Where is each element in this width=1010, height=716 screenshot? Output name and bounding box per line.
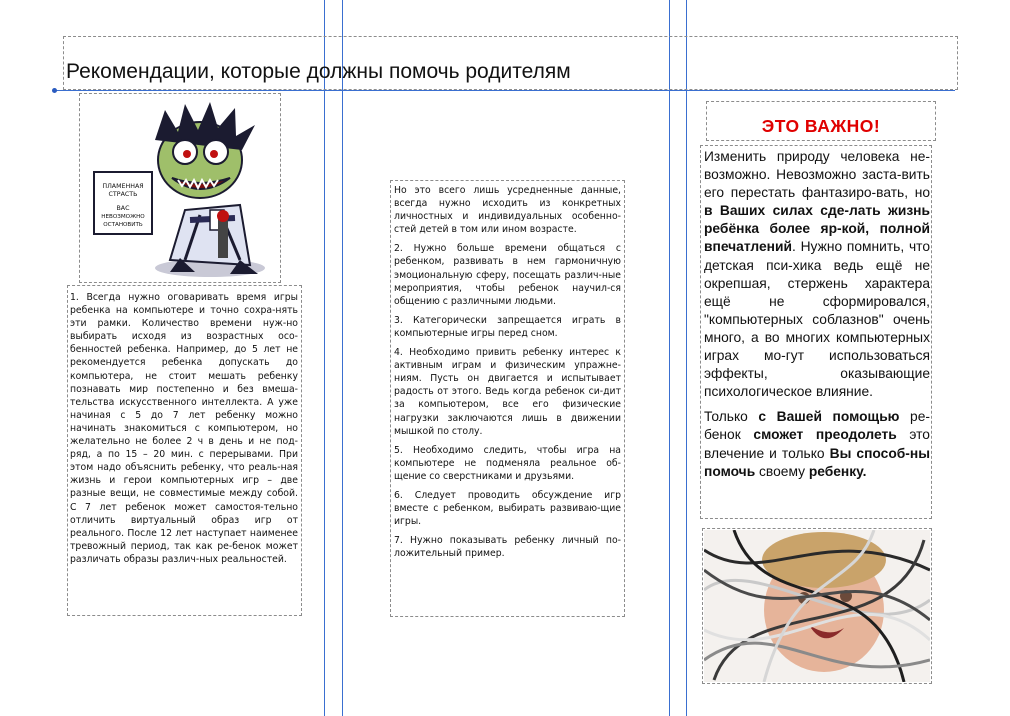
sign-text-line: СТРАСТЬ — [108, 191, 138, 198]
recommendation-paragraph: 2. Нужно больше времени общаться с ребенком, развивать в нем гармоничную эмоциональную сферу, посещать различ-ные мероприятия, чтобы ребенок научил-ся общению с различными людьми. — [394, 243, 621, 307]
guide-anchor — [52, 88, 57, 93]
sign-text-line: ОСТАНОВИТЬ — [103, 222, 143, 228]
guide-line-horizontal — [55, 90, 955, 91]
recommendation-paragraph: 7. Нужно показывать ребенку личный по-ложительный пример. — [394, 535, 621, 560]
text-run-bold: в Ваших силах сде-лать жизнь ребёнка более яр-кой, полной впечатлений — [704, 203, 930, 255]
right-text-block — [704, 148, 930, 488]
text-run: своему — [755, 463, 809, 479]
guide-line-vertical — [669, 0, 670, 716]
middle-text-block — [394, 184, 621, 566]
page-title: Рекомендации, которые должны помочь родителям — [66, 60, 571, 83]
sign-text-line: НЕВОЗМОЖНО — [101, 214, 145, 220]
left-text-block — [70, 291, 298, 572]
text-run-bold: ребенку. — [808, 463, 867, 479]
advice-paragraph — [704, 408, 930, 480]
cartoon-gamer-illustration — [90, 100, 275, 280]
guide-line-vertical — [342, 0, 343, 716]
recommendation-paragraph: 3. Категорически запрещается играть в компьютерные игры перед сном. — [394, 314, 621, 339]
guide-line-vertical — [686, 0, 687, 716]
recommendation-paragraph: 1. Всегда нужно оговаривать время игры ребенка на компьютере и точно сохра-нять эти рамки. Количество времени нуж-но выбирать исходя из возрастных осо-бенностей ребенка. Например, до 5 лет не рекомендуется ребенка допускать до компьютера, не стоит мешать ребенку познавать мир постепенно и без вмеша-тельства искусственного интеллекта. А уже начиная с 5 до 7 лет ребенку можно начинать знакомиться с компьютером, но желательно не более 2 ч в день и не под-ряд, а по 15 – 20 мин. с перерывами. При этом надо объяснить ребенку, что реаль-ная жизнь и герои компьютерных игр – две разные вещи, не совместимые между собой. С 7 лет ребенок может самостоя-тельно отличить виртуальный образ игр от реального. После 12 лет наступает наименее тревожный период, так как ре-бенок может различать образы различ-ных реальностей. — [70, 292, 298, 565]
recommendation-paragraph: 6. Следует проводить обсуждение игр вместе с ребенком, выбирать развиваю-щие игры. — [394, 489, 621, 528]
text-run-bold: с Вашей помощью — [758, 409, 900, 425]
sign-text-line: ВАС — [116, 205, 130, 212]
text-run: это влечение и только — [704, 427, 930, 461]
text-run: . Нужно помнить, что детская пси-хика ведь ещё не окрепшая, стержень характера ещё не сформировался, "компьютерных соблазнов" очень много, а во многих компьютерных играх мо-гут использоваться эффекты, оказывающие психологическое влияние. — [704, 239, 930, 400]
sign-text-line: ПЛАМЕННАЯ — [102, 183, 144, 190]
text-run: ре-бенок — [704, 409, 930, 443]
recommendation-paragraph: 4. Необходимо привить ребенку интерес к активным играм и физическим упражне-ниям. Пусть он двигается и испытывает радость от этого. Ведь когда ребенок си-дит за компьютером, все его физические нагрузки заключаются лишь в движении мышкой по столу. — [394, 347, 621, 437]
boy-tangled-in-cables-photo — [704, 530, 930, 682]
text-run-bold: сможет преодолеть — [753, 427, 897, 443]
text-run: Только — [704, 409, 759, 425]
advice-paragraph — [704, 148, 930, 401]
recommendation-paragraph: Но это всего лишь усредненные данные, всегда нужно исходить из конкретных личностных и индивидуальных особенно-стей детей в том или ином возрасте. — [394, 185, 621, 236]
recommendation-paragraph: 5. Необходимо следить, чтобы игра на компьютере не подменяла реальное об-щение со сверстниками и друзьями. — [394, 444, 621, 482]
text-run-bold: Вы способ-ны помочь — [704, 445, 931, 479]
guide-line-vertical — [324, 0, 325, 716]
important-heading: ЭТО ВАЖНО! — [761, 116, 881, 136]
text-run: Изменить природу человека не-возможно. Невозможно заста-вить его перестать фантазиро-вать, но — [704, 149, 930, 201]
